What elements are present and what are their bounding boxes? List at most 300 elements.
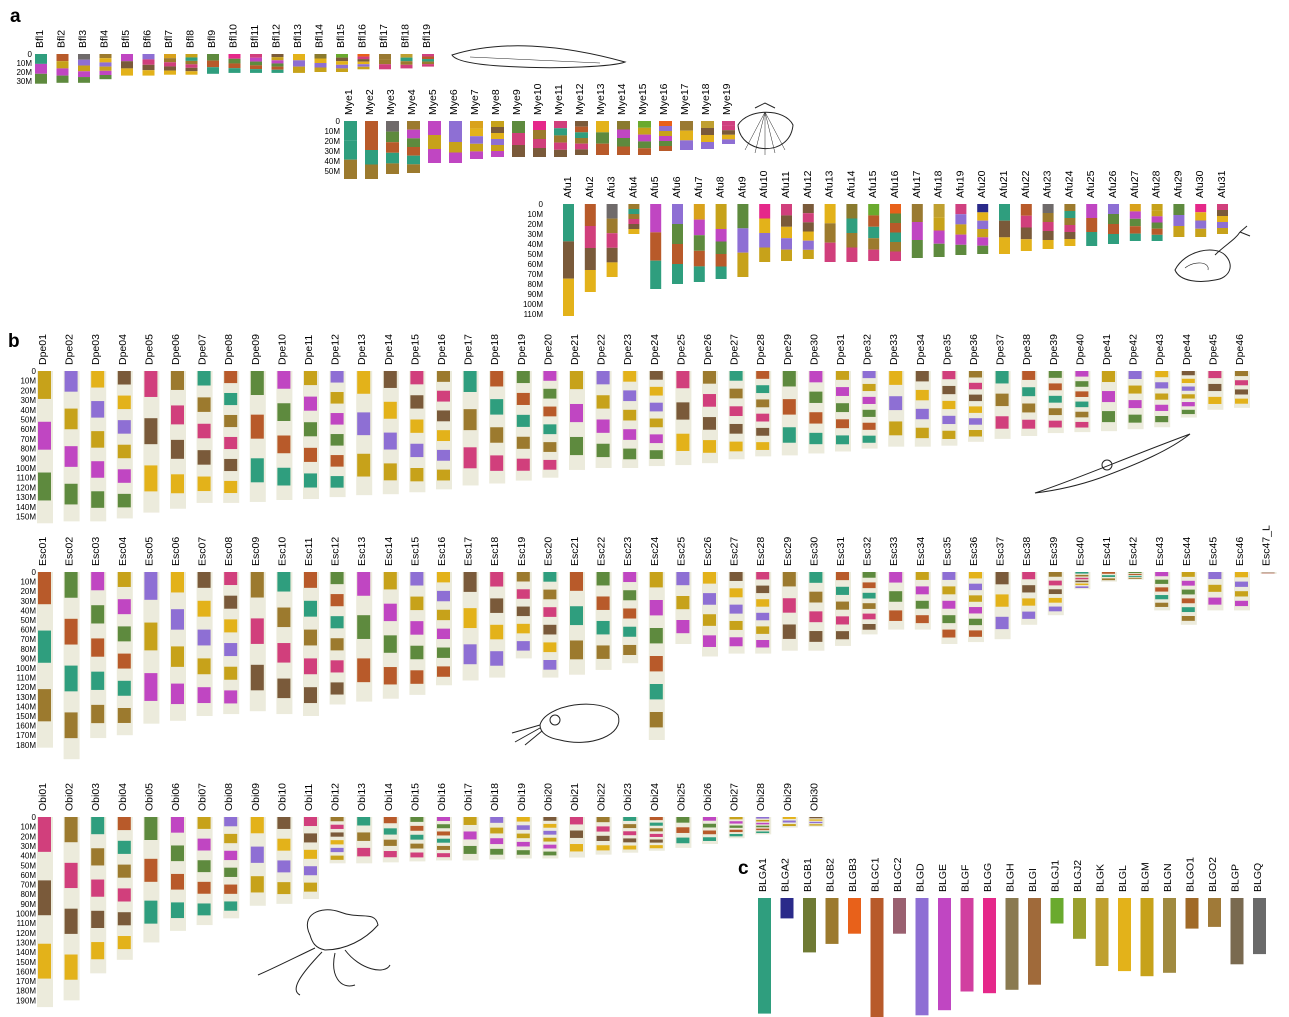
- blg-label: BLGK: [1094, 863, 1107, 892]
- chromosome-label: Obi21: [569, 782, 581, 811]
- blg-bar: [1051, 898, 1064, 924]
- blg-label: BLGF: [959, 864, 972, 892]
- synteny-block: [597, 845, 610, 850]
- synteny-block: [955, 224, 966, 234]
- synteny-block: [207, 67, 219, 74]
- synteny-block: [996, 394, 1009, 406]
- synteny-block: [331, 434, 344, 446]
- chromosome-label: Bfl13: [292, 24, 304, 48]
- synteny-block: [650, 450, 663, 459]
- chromosome-label: Afu11: [780, 171, 792, 198]
- chromosome-label: Bfl11: [249, 24, 261, 48]
- synteny-block: [680, 140, 693, 150]
- synteny-block: [846, 204, 857, 219]
- synteny-block: [198, 658, 211, 674]
- chromosome-label: Esc42: [1127, 536, 1140, 566]
- synteny-block: [490, 828, 503, 834]
- chromosome-label: Afu18: [932, 170, 945, 198]
- synteny-block: [809, 817, 822, 818]
- synteny-block: [1208, 585, 1221, 592]
- synteny-block: [672, 224, 683, 244]
- synteny-block: [118, 936, 131, 949]
- synteny-block: [198, 450, 211, 465]
- synteny-block: [517, 415, 530, 427]
- synteny-block: [730, 389, 743, 399]
- synteny-block: [251, 458, 264, 482]
- synteny-block: [543, 442, 556, 452]
- synteny-block: [365, 150, 378, 165]
- blg-bar: [893, 898, 906, 934]
- synteny-block: [229, 54, 241, 59]
- synteny-block: [863, 423, 876, 430]
- synteny-block: [543, 460, 556, 470]
- chromosome-label: Esc35: [941, 536, 954, 566]
- synteny-block: [437, 610, 450, 620]
- axis-tick-label: 0: [31, 568, 36, 577]
- synteny-block: [730, 442, 743, 452]
- synteny-block: [118, 841, 131, 854]
- synteny-block: [650, 845, 663, 848]
- synteny-block: [344, 121, 357, 140]
- synteny-block: [543, 642, 556, 652]
- synteny-block: [1217, 222, 1228, 228]
- blg-bar: [1163, 898, 1176, 973]
- synteny-block: [401, 61, 413, 65]
- synteny-block: [224, 437, 237, 449]
- synteny-block: [638, 141, 651, 148]
- synteny-block: [1173, 204, 1184, 215]
- synteny-block: [607, 233, 618, 248]
- chromosome-label: Dpe11: [303, 334, 315, 365]
- synteny-block: [91, 880, 104, 897]
- chromosome-label: Obi12: [329, 782, 342, 811]
- synteny-block: [1235, 380, 1248, 385]
- synteny-block: [1043, 204, 1054, 213]
- synteny-block: [570, 640, 583, 659]
- synteny-block: [224, 393, 237, 405]
- synteny-block: [716, 217, 727, 230]
- chromosome-label: Afu4: [627, 176, 640, 198]
- synteny-block: [756, 428, 769, 436]
- blg-bar: [916, 898, 929, 1015]
- synteny-block: [650, 828, 663, 831]
- synteny-block: [596, 121, 609, 132]
- synteny-block: [331, 371, 344, 383]
- synteny-block: [716, 204, 727, 217]
- synteny-block: [676, 596, 689, 609]
- synteny-block: [1155, 371, 1168, 377]
- chromosome-label: Mye6: [448, 89, 460, 115]
- synteny-block: [650, 419, 663, 428]
- synteny-block: [650, 684, 663, 699]
- synteny-block: [407, 121, 420, 130]
- synteny-block: [171, 817, 184, 833]
- synteny-block: [680, 131, 693, 141]
- scallop-icon: [738, 103, 793, 155]
- synteny-block: [171, 684, 184, 704]
- synteny-block: [1182, 371, 1195, 375]
- synteny-block: [1152, 204, 1163, 210]
- chromosome-label: Esc40: [1074, 536, 1087, 566]
- blg-label: BLGB1: [802, 858, 814, 892]
- blg-label: BLGB2: [824, 858, 837, 892]
- synteny-block: [118, 469, 131, 483]
- axis-tick-label: 50M: [527, 250, 543, 259]
- blg-bar: [803, 898, 816, 952]
- chromosome-label: Dpe03: [90, 334, 103, 365]
- synteny-block: [315, 54, 327, 59]
- synteny-block: [1102, 411, 1115, 422]
- synteny-block: [623, 824, 636, 828]
- synteny-block: [224, 481, 237, 493]
- synteny-block: [164, 54, 176, 58]
- synteny-block: [868, 238, 879, 249]
- synteny-block: [65, 619, 78, 645]
- synteny-block: [890, 233, 901, 243]
- synteny-block: [277, 817, 290, 829]
- chromosome-label: Afu20: [976, 170, 989, 198]
- synteny-block: [224, 667, 237, 680]
- chromosome-label: Esc18: [489, 536, 502, 566]
- synteny-block: [597, 420, 610, 433]
- synteny-block: [38, 880, 51, 915]
- synteny-block: [977, 229, 988, 237]
- axis-tick-label: 150M: [15, 512, 36, 522]
- synteny-block: [1235, 601, 1248, 606]
- synteny-block: [543, 572, 556, 582]
- synteny-block: [623, 572, 636, 582]
- synteny-block: [1022, 387, 1035, 396]
- blg-bar: [961, 898, 974, 992]
- synteny-block: [638, 148, 651, 155]
- synteny-block: [464, 644, 477, 664]
- synteny-block: [437, 846, 450, 850]
- synteny-block: [100, 58, 112, 62]
- chromosome-label: Bfl16: [356, 24, 369, 48]
- synteny-block: [78, 54, 90, 60]
- synteny-block: [422, 64, 434, 67]
- synteny-block: [410, 371, 423, 384]
- panel-b-label: b: [8, 331, 20, 352]
- axis-tick-label: 40M: [20, 851, 36, 861]
- synteny-block: [617, 130, 630, 139]
- synteny-block: [437, 470, 450, 481]
- synteny-block: [597, 826, 610, 831]
- synteny-block: [437, 410, 450, 421]
- chromosome-label: Esc21: [569, 536, 581, 566]
- synteny-block: [277, 608, 290, 628]
- synteny-block: [730, 821, 743, 823]
- synteny-block: [437, 450, 450, 461]
- synteny-block: [570, 817, 583, 824]
- synteny-block: [1235, 371, 1248, 376]
- synteny-block: [756, 385, 769, 393]
- synteny-block: [428, 135, 441, 149]
- synteny-block: [942, 572, 955, 580]
- blg-bar: [938, 898, 951, 1010]
- synteny-block: [386, 142, 399, 153]
- synteny-block: [470, 151, 483, 159]
- synteny-block: [1022, 598, 1035, 605]
- synteny-block: [384, 828, 397, 834]
- synteny-block: [809, 824, 822, 825]
- chromosome-label: Esc25: [675, 536, 688, 566]
- synteny-block: [659, 131, 672, 136]
- synteny-block: [676, 371, 689, 388]
- chromosome-label: Bfl7: [163, 29, 175, 48]
- synteny-block: [1102, 575, 1115, 577]
- chromosome-label: Dpe14: [382, 334, 395, 365]
- synteny-block: [1049, 572, 1062, 577]
- synteny-block: [890, 223, 901, 233]
- synteny-block: [331, 413, 344, 425]
- synteny-block: [35, 64, 47, 74]
- synteny-block: [977, 237, 988, 245]
- synteny-block: [304, 630, 317, 646]
- synteny-block: [543, 590, 556, 600]
- synteny-block: [118, 626, 131, 641]
- synteny-block: [1152, 229, 1163, 235]
- synteny-block: [1102, 371, 1115, 382]
- synteny-block: [650, 204, 661, 232]
- synteny-block: [676, 402, 689, 419]
- synteny-block: [570, 371, 583, 389]
- synteny-block: [358, 67, 370, 70]
- synteny-block: [781, 250, 792, 261]
- synteny-block: [1182, 616, 1195, 621]
- axis-tick-label: 40M: [324, 157, 340, 166]
- synteny-block: [91, 401, 104, 418]
- synteny-block: [118, 371, 131, 385]
- synteny-block: [1182, 379, 1195, 383]
- synteny-block: [1064, 232, 1075, 239]
- chromosome-label: Esc38: [1021, 536, 1034, 566]
- synteny-block: [607, 248, 618, 263]
- synteny-block: [304, 601, 317, 617]
- blg-label: BLGQ: [1252, 862, 1264, 892]
- synteny-block: [100, 75, 112, 79]
- chromosome-label: Afu5: [649, 176, 662, 198]
- chromosome-label: Obi14: [382, 782, 395, 811]
- chromosome-label: Dpe24: [648, 334, 661, 365]
- synteny-block: [224, 868, 237, 877]
- axis-tick-label: 30M: [20, 841, 36, 851]
- synteny-block: [1064, 218, 1075, 225]
- chromosome-label: Obi02: [63, 782, 76, 811]
- synteny-block: [491, 133, 504, 139]
- synteny-block: [118, 572, 131, 587]
- synteny-block: [1108, 224, 1119, 234]
- synteny-block: [171, 474, 184, 493]
- axis-tick-label: 60M: [20, 870, 36, 880]
- synteny-block: [543, 607, 556, 617]
- synteny-block: [224, 415, 237, 427]
- synteny-block: [585, 204, 596, 226]
- chromosome-label: Afu14: [845, 170, 858, 198]
- synteny-block: [277, 860, 290, 872]
- synteny-block: [623, 608, 636, 618]
- synteny-block: [331, 825, 344, 829]
- axis-tick-label: 90M: [20, 899, 36, 909]
- synteny-block: [1022, 420, 1035, 429]
- synteny-block: [1075, 402, 1088, 408]
- synteny-block: [379, 54, 391, 59]
- lancelet-icon: [452, 46, 625, 68]
- chromosome-label: Mye10: [532, 83, 544, 115]
- synteny-block: [942, 601, 955, 609]
- chromosome-label: Dpe02: [63, 334, 76, 365]
- synteny-block: [293, 60, 305, 66]
- synteny-block: [517, 589, 530, 599]
- synteny-block: [250, 69, 262, 73]
- synteny-block: [1049, 421, 1062, 428]
- synteny-block: [517, 825, 530, 830]
- synteny-block: [659, 141, 672, 146]
- synteny-block: [224, 371, 237, 383]
- synteny-block: [277, 643, 290, 663]
- synteny-block: [437, 629, 450, 639]
- synteny-block: [410, 572, 423, 586]
- synteny-block: [703, 394, 716, 407]
- synteny-block: [384, 572, 397, 589]
- synteny-block: [623, 838, 636, 842]
- synteny-block: [304, 866, 317, 875]
- chromosome-label: Esc30: [808, 536, 821, 566]
- synteny-block: [543, 424, 556, 434]
- synteny-block: [1022, 585, 1035, 592]
- synteny-block: [207, 61, 219, 68]
- synteny-block: [863, 582, 876, 588]
- synteny-block: [512, 145, 525, 157]
- chromosome-label: Bfl12: [270, 24, 283, 48]
- synteny-block: [384, 667, 397, 684]
- axis-tick-label: 160M: [15, 967, 36, 977]
- synteny-block: [912, 240, 923, 258]
- axis-tick-label: 70M: [20, 434, 36, 444]
- synteny-block: [783, 821, 796, 823]
- chromosome-label: Dpe04: [116, 334, 129, 365]
- synteny-block: [277, 839, 290, 851]
- synteny-block: [490, 817, 503, 823]
- axis-tick-label: 10M: [324, 127, 340, 136]
- synteny-block: [118, 681, 131, 696]
- chromosome-label: Esc12: [329, 536, 342, 566]
- synteny-block: [996, 371, 1009, 383]
- synteny-block: [490, 598, 503, 613]
- synteny-block: [91, 431, 104, 448]
- synteny-block: [1130, 226, 1141, 233]
- synteny-block: [783, 824, 796, 826]
- synteny-block: [597, 645, 610, 658]
- synteny-block: [1075, 371, 1088, 377]
- synteny-block: [890, 252, 901, 262]
- synteny-block: [809, 611, 822, 622]
- synteny-block: [384, 604, 397, 621]
- synteny-block: [836, 419, 849, 428]
- synteny-block: [224, 901, 237, 910]
- blg-bar: [1141, 898, 1154, 976]
- synteny-block: [650, 712, 663, 727]
- synteny-block: [836, 371, 849, 380]
- chromosome-label: Afu26: [1107, 170, 1119, 198]
- synteny-block: [1021, 204, 1032, 216]
- synteny-block: [783, 399, 796, 414]
- blg-label: BLGE: [937, 863, 949, 892]
- synteny-block: [198, 817, 211, 829]
- chromosome-label: Afu13: [823, 170, 836, 198]
- synteny-block: [449, 153, 462, 164]
- synteny-block: [597, 572, 610, 585]
- synteny-block: [955, 204, 966, 214]
- chromosome-label: Esc24: [648, 536, 661, 566]
- synteny-block: [650, 387, 663, 396]
- synteny-block: [272, 57, 284, 60]
- synteny-block: [889, 610, 902, 621]
- synteny-block: [1130, 234, 1141, 241]
- synteny-block: [272, 63, 284, 66]
- synteny-block: [783, 427, 796, 442]
- axis-tick-label: 40M: [20, 606, 36, 616]
- synteny-block: [331, 856, 344, 860]
- synteny-block: [942, 630, 955, 638]
- chromosome-label: Mye15: [637, 83, 649, 115]
- synteny-block: [464, 409, 477, 430]
- synteny-block: [1129, 578, 1142, 579]
- synteny-block: [650, 656, 663, 671]
- synteny-block: [331, 616, 344, 628]
- axis-tick-label: 10M: [20, 376, 36, 386]
- chromosome-label: Dpe20: [542, 334, 555, 365]
- synteny-block: [357, 848, 370, 856]
- chromosome-label: Obi29: [781, 782, 794, 811]
- synteny-block: [730, 817, 743, 819]
- synteny-block: [186, 57, 198, 60]
- synteny-block: [999, 221, 1010, 238]
- synteny-block: [543, 824, 556, 828]
- axis-tick-label: 80M: [20, 644, 36, 654]
- synteny-block: [868, 227, 879, 238]
- synteny-block: [596, 132, 609, 143]
- synteny-block: [730, 605, 743, 614]
- synteny-block: [384, 463, 397, 480]
- synteny-block: [517, 393, 530, 405]
- synteny-block: [1155, 416, 1168, 422]
- synteny-block: [836, 387, 849, 396]
- synteny-block: [1102, 572, 1115, 574]
- synteny-block: [38, 817, 51, 852]
- synteny-block: [836, 403, 849, 412]
- synteny-block: [358, 64, 370, 67]
- synteny-block: [491, 151, 504, 157]
- blg-bar: [1073, 898, 1086, 939]
- axis-tick-label: 120M: [15, 683, 36, 693]
- synteny-block: [623, 590, 636, 600]
- chromosome-label: Afu22: [1019, 170, 1032, 198]
- synteny-block: [942, 615, 955, 623]
- synteny-block: [315, 68, 327, 73]
- synteny-block: [91, 672, 104, 690]
- synteny-block: [1155, 405, 1168, 411]
- synteny-block: [703, 440, 716, 453]
- synteny-block: [304, 658, 317, 674]
- synteny-block: [756, 599, 769, 606]
- synteny-block: [491, 121, 504, 127]
- synteny-block: [759, 219, 770, 234]
- synteny-block: [517, 572, 530, 582]
- synteny-block: [517, 834, 530, 839]
- synteny-block: [57, 54, 69, 61]
- synteny-block: [437, 853, 450, 857]
